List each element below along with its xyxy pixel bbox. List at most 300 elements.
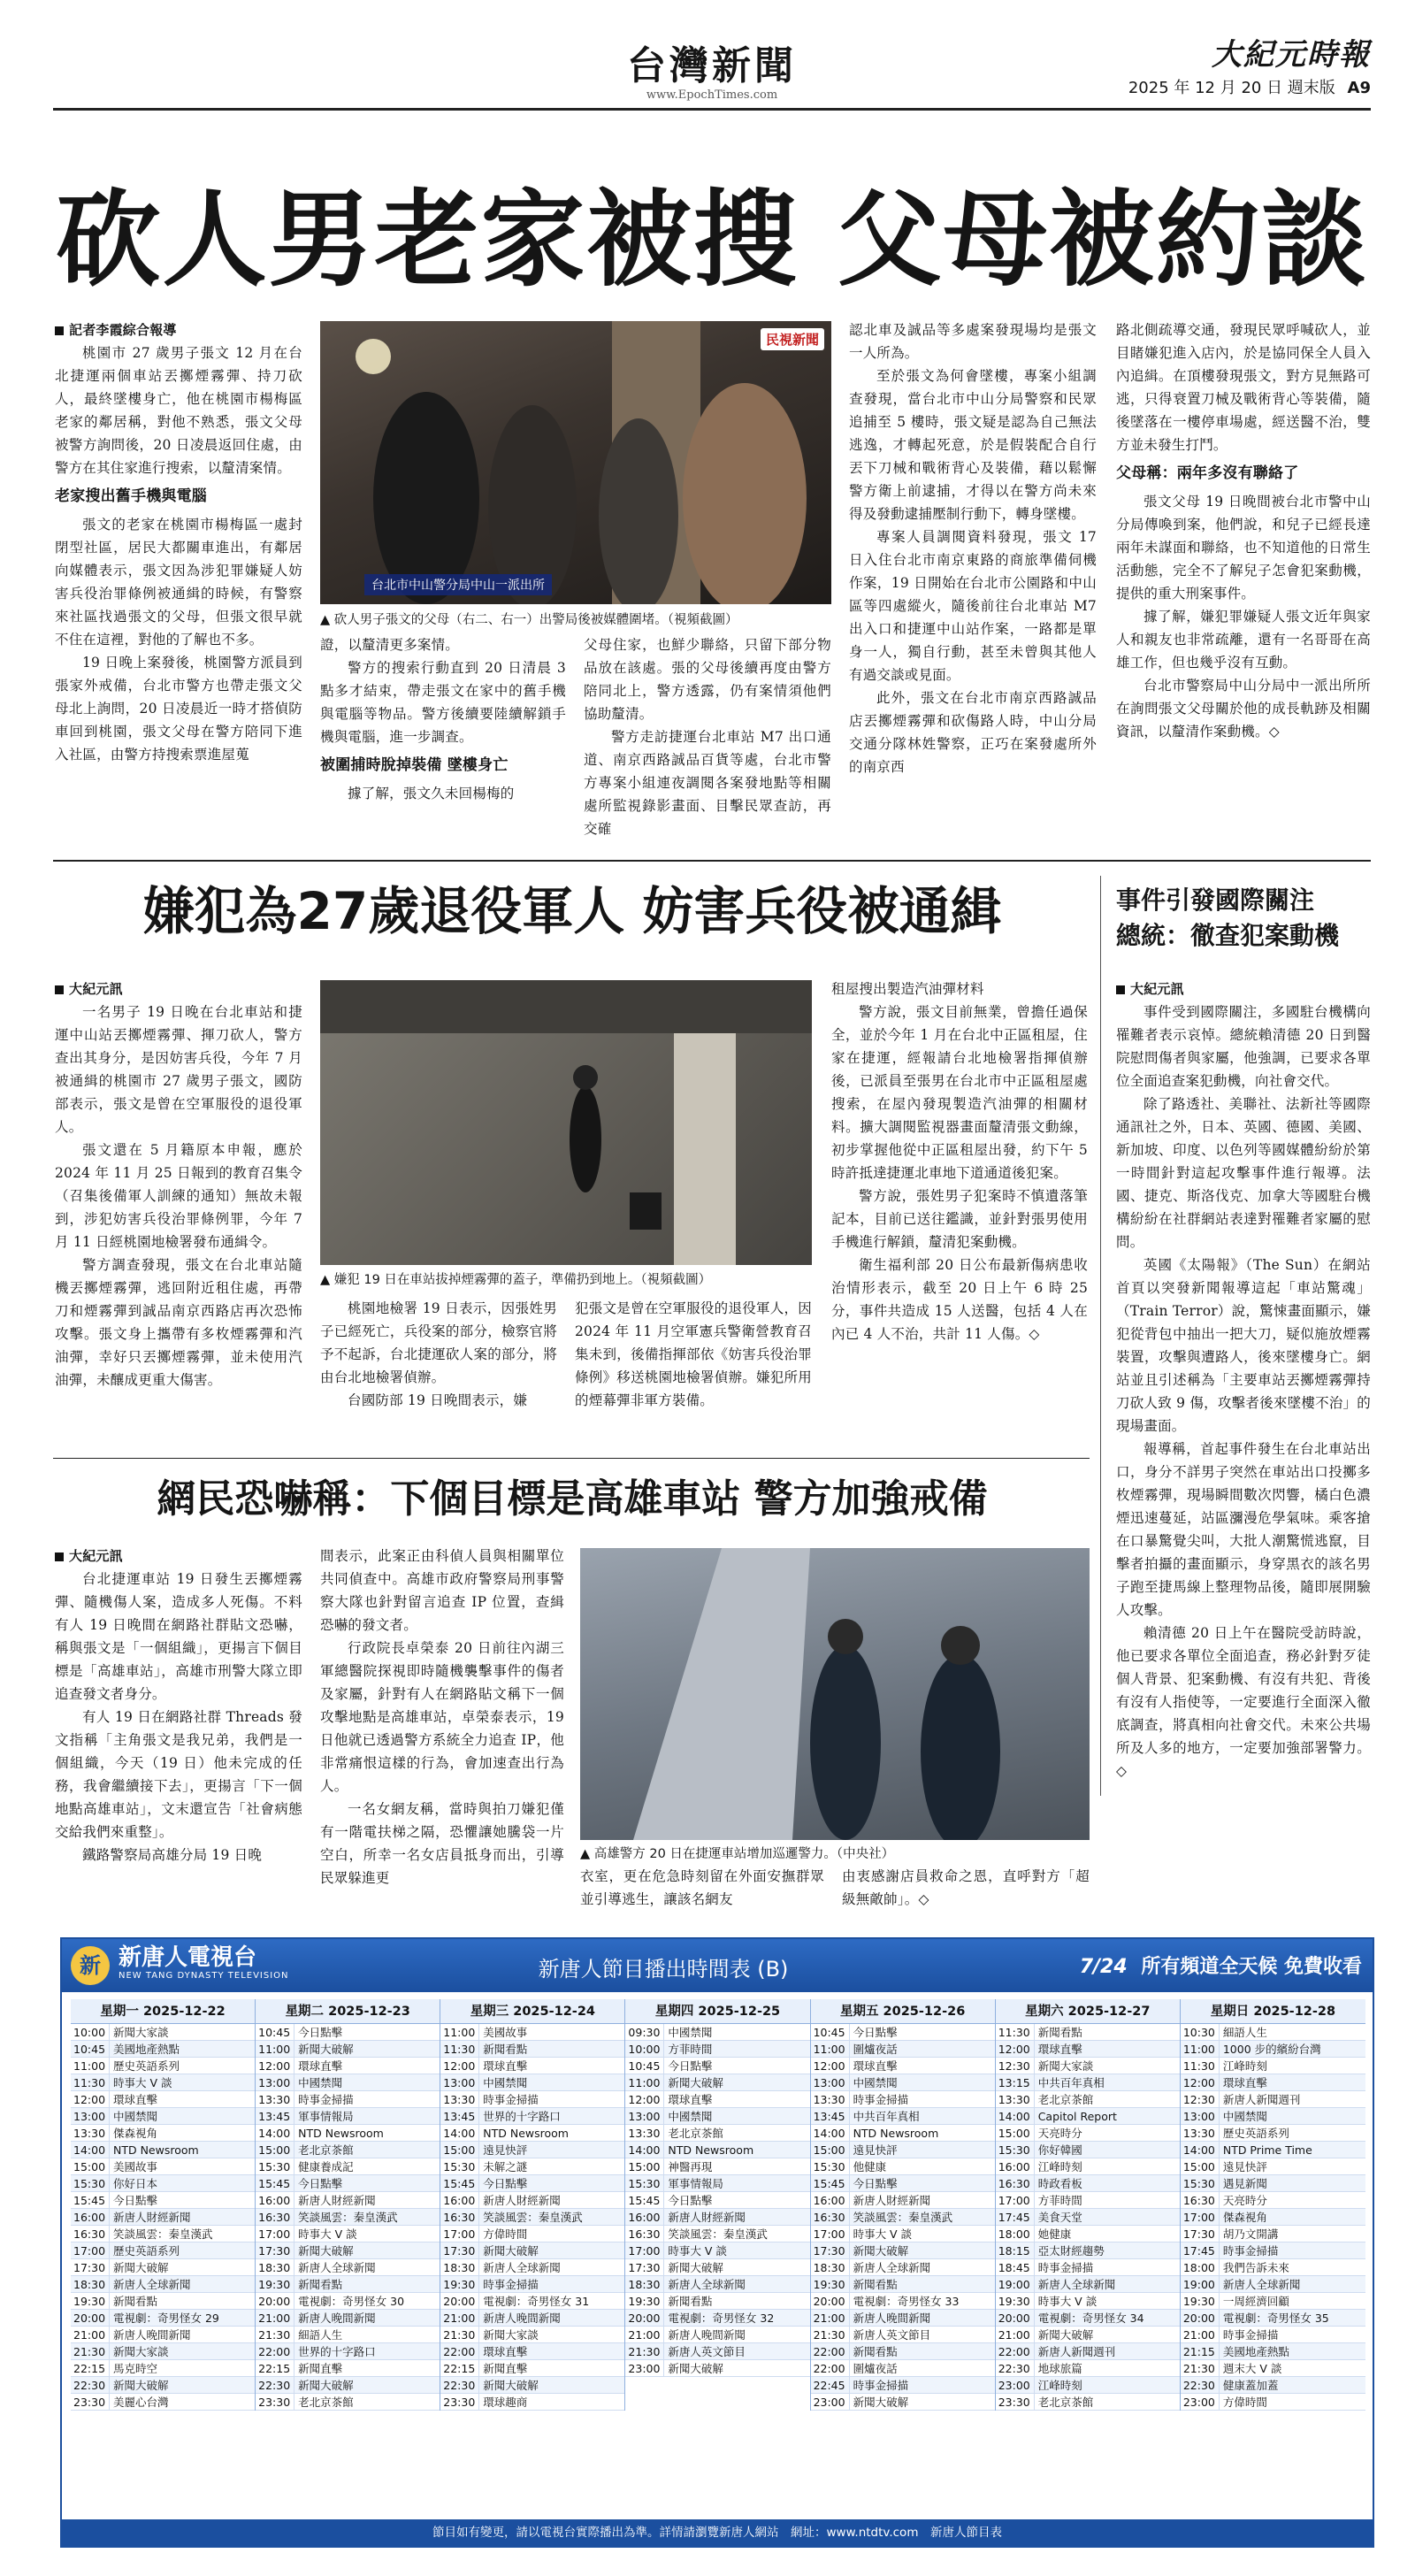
police-officer (921, 1654, 1000, 1840)
tv-slot-program: 時事金掃描 (1037, 2261, 1094, 2274)
story1-para: 警方走訪捷運台北車站 M7 出口通道、南京西路誠品百貨等處，台北市警方專案小組連夜調閱各案發地點等相關處所監視錄影畫面、目擊民眾查訪，再交確 (584, 729, 831, 837)
tv-slot-time: 21:30 (625, 2343, 664, 2359)
tv-slot-program: 時事金掃描 (1222, 2244, 1279, 2258)
tv-slot-program: 今日點擊 (853, 2177, 898, 2190)
sidebar-headline-line1: 事件引發國際關注 (1116, 886, 1315, 915)
tv-slot-program: 電視劇：奇男怪女 29 (113, 2312, 219, 2325)
tv-slot-time: 14:00 (996, 2108, 1035, 2124)
tv-slot-time: 15:00 (256, 2142, 294, 2158)
tv-slot-time: 20:00 (440, 2293, 479, 2309)
ntd-logo-en: NEW TANG DYNASTY TELEVISION (119, 1971, 289, 1981)
tv-slot-time: 17:45 (996, 2209, 1035, 2225)
tv-slot-time: 18:30 (440, 2259, 479, 2275)
crowd-illustration (320, 321, 831, 604)
tv-slot (440, 2024, 624, 2041)
story2-photo (320, 980, 812, 1265)
tv-slot-time: 17:00 (625, 2242, 664, 2258)
tv-slot (256, 2310, 440, 2327)
story1-para: 父母住家，也鮮少聯絡，只留下部分物品放在該處。張的父母後續再度由警方陪同北上，警方透露，仍有案情須他們協助釐清。 (584, 637, 831, 722)
tv-slot-program: 時事大 V 談 (1037, 2295, 1098, 2308)
tv-slot-time: 11:30 (440, 2041, 479, 2057)
tv-slot (625, 2259, 809, 2276)
tv-day-header: 星期四 2025-12-25 (625, 1999, 809, 2024)
tv-slot-program: 美麗心台灣 (113, 2396, 169, 2409)
tv-slot (625, 2276, 809, 2293)
tv-slot-program: 新唐人財經新聞 (483, 2194, 561, 2207)
police-officer (810, 1645, 881, 1840)
tv-slot-program: 中國禁聞 (483, 2076, 528, 2089)
tv-slot-program: 新聞大破解 (113, 2379, 169, 2392)
escalator (633, 1548, 810, 1840)
tv-slot (625, 2310, 809, 2327)
tv-slot-time: 15:45 (256, 2175, 294, 2191)
light-glare (356, 339, 391, 374)
tv-slot-program: 新唐人晚間新聞 (483, 2312, 561, 2325)
tv-slot-program: 遠見快評 (853, 2143, 898, 2157)
tv-slot (811, 2058, 995, 2074)
tv-slot-program: 世界的十字路口 (298, 2345, 376, 2358)
tv-slot-time: 17:00 (256, 2226, 294, 2242)
tv-slot-time: 11:30 (1181, 2058, 1220, 2074)
tv-slot (440, 2259, 624, 2276)
tv-slot-time: 16:30 (440, 2209, 479, 2225)
tv-slot-program: NTD Prime Time (1222, 2143, 1312, 2157)
tv-slot (71, 2327, 255, 2343)
tv-slot-time: 14:00 (71, 2142, 110, 2158)
tv-slot (256, 2377, 440, 2394)
tv-slot (1181, 2377, 1365, 2394)
tv-slot-program: 他健康 (853, 2160, 887, 2174)
story1-para: 警方的搜索行動直到 20 日清晨 3 點多才結束，帶走張文在家中的舊手機與電腦等物品。警方後續要陸續解鎖手機與電腦，進一步調查。 (320, 660, 566, 745)
tv-slot (1181, 2192, 1365, 2209)
section-title: 台灣新聞 (627, 43, 797, 88)
tv-slot (71, 2293, 255, 2310)
tv-slot-program: NTD Newsroom (298, 2127, 384, 2140)
tv-slot-program: 中國禁聞 (298, 2076, 343, 2089)
tv-slot-program: 週末大 V 談 (1222, 2362, 1282, 2375)
tv-slot-program: 圍爐夜話 (853, 2362, 898, 2375)
tv-slot (440, 2226, 624, 2242)
tv-slot-time: 16:30 (256, 2209, 294, 2225)
ntd-logo (71, 1944, 301, 1987)
tv-slot-program: 歷史英語系列 (113, 2059, 180, 2073)
tv-slot (71, 2343, 255, 2360)
tv-slot-program: 新唐人財經新聞 (668, 2211, 746, 2224)
tv-slot (256, 2276, 440, 2293)
tv-slot-time: 10:00 (71, 2024, 110, 2040)
tv-slot-program: 健康養成記 (298, 2160, 354, 2174)
tv-slot-time: 15:30 (625, 2175, 664, 2191)
tv-slot (256, 2142, 440, 2158)
tv-slot-time: 22:00 (256, 2343, 294, 2359)
tv-slot (256, 2192, 440, 2209)
tv-slot-time: 22:30 (71, 2377, 110, 2393)
tv-slot (1181, 2259, 1365, 2276)
tv-slot-time: 18:30 (71, 2276, 110, 2292)
tv-slot-time: 17:30 (625, 2259, 664, 2275)
tv-slot-time: 15:00 (996, 2125, 1035, 2141)
tv-slot-program: 未解之謎 (483, 2160, 528, 2174)
story3-para: 行政院長卓榮泰 20 日前往內湖三軍總醫院探視即時隨機襲擊事件的傷者及家屬，針對有人在網路貼文稱下一個攻擊地點是高雄車站，卓榮泰表示，19 日他就已透過警方系統全力追查 IP，他非常痛恨這樣的行為，會加速查出行為人。 (320, 1640, 564, 1794)
tv-slot-time: 15:30 (71, 2175, 110, 2191)
tv-slot (996, 2343, 1180, 2360)
tv-slot-program: 今日點擊 (113, 2194, 158, 2207)
tv-slot (440, 2293, 624, 2310)
tv-slot-program: 新唐人全球新聞 (668, 2278, 746, 2291)
page-number: A9 (1347, 79, 1371, 97)
tv-slot (996, 2108, 1180, 2125)
sidebar-headline (1116, 883, 1371, 954)
tv-day-column (71, 1999, 256, 2411)
tv-slot-program: 美國地產熱點 (113, 2043, 180, 2056)
story1-byline: 記者李霞綜合報導 (55, 318, 302, 341)
tv-schedule-header (62, 1939, 1373, 1992)
tv-slot-program: 老北京茶館 (1037, 2093, 1094, 2106)
tv-slot-time: 22:30 (996, 2360, 1035, 2376)
tv-slot (625, 2024, 809, 2041)
tv-slot (256, 2259, 440, 2276)
tv-slot-time: 21:15 (1181, 2343, 1220, 2359)
issue-date (1044, 75, 1371, 98)
tv-slot-program: 歷史英語系列 (1222, 2127, 1289, 2140)
tv-slot-program: 時事大 V 談 (668, 2244, 727, 2258)
tv-slot (71, 2192, 255, 2209)
tv-slot-time: 16:30 (811, 2209, 850, 2225)
tv-slot (625, 2175, 809, 2192)
tv-slot-program: 新唐人英文節目 (668, 2345, 746, 2358)
tv-slot (625, 2058, 809, 2074)
tv-slot-time: 14:00 (625, 2142, 664, 2158)
tv-slot-program: 環球直擊 (113, 2093, 158, 2106)
tv-slot-time: 10:45 (71, 2041, 110, 2057)
story2-photo-caption: ▲ 嫌犯 19 日在車站拔掉煙霧彈的蓋子，準備扔到地上。（視頻截圖） (320, 1273, 712, 1287)
tv-slot-program: 新聞大破解 (113, 2261, 169, 2274)
tv-slot-time: 17:00 (1181, 2209, 1220, 2225)
tv-slot-program: 新聞大家談 (1037, 2059, 1094, 2073)
tv-day-column (625, 1999, 810, 2411)
tv-slot-program: 軍事情報局 (668, 2177, 723, 2190)
tv-slot-program: 新唐人財經新聞 (853, 2194, 931, 2207)
tv-slot-program: 時事金掃描 (298, 2093, 354, 2106)
tv-slot-time: 13:15 (996, 2074, 1035, 2090)
tv-slot-time: 16:30 (1181, 2192, 1220, 2208)
story2-para: 張文還在 5 月籍原本申報，應於 2024 年 11 月 25 日報到的教育召集令（召集後備軍人訓練的通知）無故未報到，涉犯妨害兵役治罪條例罪，今年 7 月 11 日經桃園地檢署發布通緝令。 (55, 1142, 302, 1250)
sidebar-body (1116, 978, 1371, 1906)
tv-slot-time: 15:30 (1181, 2175, 1220, 2191)
story1-photo-caption: ▲ 砍人男子張文的父母（右二、右一）出警局後被媒體圍堵。（視頻截圖） (320, 613, 738, 627)
tv-slot-time: 23:00 (811, 2394, 850, 2410)
page-header (53, 27, 1371, 159)
tv-slot-program: 電視劇：奇男怪女 34 (1037, 2312, 1144, 2325)
tv-slot-program: 笑談風雲：秦皇漢武 (298, 2211, 398, 2224)
tv-slot-time: 12:00 (440, 2058, 479, 2074)
tv-slot-time: 22:00 (811, 2360, 850, 2376)
tv-slot-program: 新聞大家談 (113, 2345, 169, 2358)
tv-slot (1181, 2209, 1365, 2226)
station-illustration (320, 980, 812, 1265)
story2-headline: 嫌犯為27歲退役軍人 妨害兵役被通緝 (142, 881, 1002, 941)
tv-slot (625, 2142, 809, 2158)
tv-slot (71, 2394, 255, 2411)
tv-slot-program: 新唐人晚間新聞 (853, 2312, 931, 2325)
tv-slot-time: 10:45 (811, 2024, 850, 2040)
tv-slot (811, 2226, 995, 2242)
tv-slot-program: 今日點擊 (483, 2177, 528, 2190)
tv-slot-time: 12:00 (625, 2091, 664, 2107)
story1-para: 張文的老家在桃園市楊梅區一處封閉型社區，居民大都關車進出，有鄰居向媒體表示，張文因為涉犯罪嫌疑人妨害兵役治罪條例被通緝的時候，有警察來社區找過張文的父母，但張文很早就不住在這裡，對他的了解也不多。 (55, 517, 302, 648)
tv-slot-time: 21:00 (811, 2310, 850, 2326)
tv-slot-time: 16:00 (256, 2192, 294, 2208)
tv-slot-program: 環球直擊 (853, 2059, 898, 2073)
tv-slot-time: 13:00 (256, 2074, 294, 2090)
tv-day-header: 星期六 2025-12-27 (996, 1999, 1180, 2024)
sidebar-para: 賴清德 20 日上午在醫院受訪時說，他已要求各單位全面追查，務必針對歹徒個人背景、犯案動機、有沒有共犯、背後有沒有人指使等，一定要進行全面深入徹底調查，將真相向社會交代。未來公共場所及人多的地方，一定要加強部署警力。◇ (1116, 1625, 1371, 1779)
tv-slot-time: 15:00 (811, 2142, 850, 2158)
story1-para: 據了解，嫌犯罪嫌疑人張文近年與家人和親友也非常疏離，還有一名哥哥在高雄工作，但也幾乎沒有互動。 (1116, 609, 1371, 671)
story1-para: 認北車及誠品等多處案發現場均是張文一人所為。 (849, 322, 1097, 361)
tv-slot-program: 新唐人全球新聞 (298, 2261, 376, 2274)
tv-slot-time: 10:00 (625, 2041, 664, 2057)
tv-slot-time: 16:30 (71, 2226, 110, 2242)
tv-slot-program: 遠見快評 (483, 2143, 528, 2157)
tv-slot (1181, 2394, 1365, 2411)
tv-slot (996, 2310, 1180, 2327)
tv-slot-time: 17:30 (71, 2259, 110, 2275)
tv-slot-time: 14:00 (1181, 2142, 1220, 2158)
tv-slot-time: 21:00 (71, 2327, 110, 2342)
tv-slot-time: 13:30 (256, 2091, 294, 2107)
tv-slot (71, 2125, 255, 2142)
tv-slot-time: 10:45 (625, 2058, 664, 2074)
tv-day-column (256, 1999, 440, 2411)
tv-day-column (440, 1999, 625, 2411)
tv-slot (256, 2293, 440, 2310)
police-illustration (580, 1548, 1090, 1840)
story1-headline: 砍人男老家被搜 父母被約談 (56, 178, 1368, 301)
story3-para: 鐵路警察局高雄分局 19 日晚 (82, 1847, 263, 1863)
tv-slot-time: 17:30 (256, 2242, 294, 2258)
tv-slot-program: 電視劇：奇男怪女 33 (853, 2295, 960, 2308)
tv-slot-time: 22:00 (440, 2343, 479, 2359)
tv-slot (440, 2091, 624, 2108)
tv-slot-time: 12:30 (1181, 2091, 1220, 2107)
tv-slot (996, 2125, 1180, 2142)
tv-slot (1181, 2108, 1365, 2125)
tv-slot-program: 老北京茶館 (298, 2143, 354, 2157)
story3-photo (580, 1548, 1090, 1840)
tv-slot-program: 新聞大破解 (853, 2244, 909, 2258)
tv-slot (440, 2058, 624, 2074)
tv-slot (811, 2041, 995, 2058)
tv-schedule-title: 新唐人節目播出時間表 (B) (538, 1957, 789, 1982)
tv-slot-time: 19:30 (811, 2276, 850, 2292)
tv-slot-program: 中國禁聞 (113, 2110, 158, 2123)
tv-day-column (996, 1999, 1181, 2411)
tv-slot (996, 2192, 1180, 2209)
tv-slot (625, 2343, 809, 2360)
tv-slot (71, 2175, 255, 2192)
tv-slot-program: 新唐人全球新聞 (1222, 2278, 1301, 2291)
tv-slot-program: 時事金掃描 (1222, 2328, 1279, 2342)
tv-slot (996, 2293, 1180, 2310)
tv-slot-program: 新聞大家談 (483, 2328, 539, 2342)
tv-slot-program: 江峰時刻 (1037, 2160, 1082, 2174)
tv-slot-program: 江峰時刻 (1037, 2379, 1082, 2392)
tv-slot-program: 新唐人全球新聞 (1037, 2278, 1116, 2291)
story1-photo (320, 321, 831, 604)
tv-slot-time: 15:30 (811, 2158, 850, 2174)
tv-slot-time: 13:30 (1181, 2125, 1220, 2141)
tv-slot (625, 2158, 809, 2175)
tv-slot-program: 笑談風雲：秦皇漢武 (853, 2211, 953, 2224)
tv-slot-time: 22:15 (71, 2360, 110, 2376)
tv-slot (811, 2091, 995, 2108)
sidebar-para: 事件受到國際關注，多國駐台機構向罹難者表示哀悼。總統賴清德 20 日到醫院慰問傷者與家屬，他強調，已要求各單位全面追查案犯動機，向社會交代。 (1116, 1004, 1371, 1089)
tv-slot (440, 2175, 624, 2192)
tv-slot-time: 17:30 (440, 2242, 479, 2258)
tv-slot-time: 15:30 (996, 2142, 1035, 2158)
tv-slot-program: 新聞大家談 (113, 2026, 169, 2039)
story2-subhead: 租屋搜出製造汽油彈材料 (831, 981, 984, 997)
tv-slot (440, 2142, 624, 2158)
tv-slot-program: 歷史英語系列 (113, 2244, 180, 2258)
tv-slot-time: 19:30 (440, 2276, 479, 2292)
story2-col2 (320, 1297, 557, 1448)
tv-slot-program: 你好韓國 (1037, 2143, 1082, 2157)
tv-slot-time: 21:00 (996, 2327, 1035, 2342)
tv-slot (256, 2024, 440, 2041)
tv-slot (440, 2125, 624, 2142)
tv-slot-time: 22:00 (996, 2343, 1035, 2359)
tv-slot (71, 2158, 255, 2175)
tv-day-header: 星期日 2025-12-28 (1181, 1999, 1365, 2024)
issue-date-text: 2025 年 12 月 20 日 週末版 (1128, 79, 1335, 97)
tv-slot-time: 15:00 (625, 2158, 664, 2174)
tv-slot (996, 2259, 1180, 2276)
tv-slot-program: 新聞看點 (298, 2278, 343, 2291)
story1-col5 (1116, 318, 1371, 847)
story1-subhead: 被圍捕時脫掉裝備 墜樓身亡 (320, 756, 509, 774)
tv-slot-time: 11:00 (1181, 2041, 1220, 2057)
tv-slot (811, 2310, 995, 2327)
tv-slot (1181, 2276, 1365, 2293)
tv-slot (71, 2360, 255, 2377)
tv-promo-date: 7/24 (1079, 1956, 1128, 1978)
tv-slot (71, 2242, 255, 2259)
tv-slot (811, 2209, 995, 2226)
tv-day-header: 星期三 2025-12-24 (440, 1999, 624, 2024)
tv-slot-time: 19:30 (71, 2293, 110, 2309)
tv-promo-text: 所有頻道全天候 免費收看 (1141, 1956, 1362, 1978)
tv-slot (625, 2074, 809, 2091)
tv-slot-program: 今日點擊 (298, 2026, 343, 2039)
tv-day-header: 星期二 2025-12-23 (256, 1999, 440, 2024)
tv-slot (256, 2175, 440, 2192)
tv-slot-program: 新唐人晚間新聞 (113, 2328, 191, 2342)
tv-slot-time: 19:30 (1181, 2293, 1220, 2309)
tv-slot-program: 美食天堂 (1037, 2211, 1082, 2224)
tv-slot-program: 新唐人全球新聞 (853, 2261, 931, 2274)
story3-para: 間表示，此案正由科偵人員與相關單位共同偵查中。高雄市政府警察局刑事警察大隊也針對留言追查 IP 位置，查緝恐嚇的發文者。 (320, 1548, 564, 1633)
ntd-logo-cn: 新唐人電視台 (119, 1944, 257, 1971)
tv-slot-program: 方偉時間 (483, 2227, 528, 2241)
tv-slot (996, 2091, 1180, 2108)
tv-slot-program: 新聞大破解 (298, 2043, 354, 2056)
story1-para: 19 日晚上案發後，桃園警方派員到張家外戒備，台北市警方也帶走張文父母北上詢問，20 日凌晨近一時才搭偵防車回到桃園，張文父母在警方陪同下進入社區，由警方持搜索票進屋蒐 (55, 655, 302, 763)
tv-slot (71, 2091, 255, 2108)
tv-slot (256, 2394, 440, 2411)
tv-slot (256, 2327, 440, 2343)
tv-slot (256, 2360, 440, 2377)
tv-slot-time: 22:30 (1181, 2377, 1220, 2393)
story2-para: 警方說，張文目前無業，曾擔任過保全，並於今年 1 月在台北中正區租屋，住家在捷運，經報請台北地檢署指揮偵辦後，已派員至張男在台北市中正區租屋處搜索，在屋內發現製造汽油彈的相關材料。擴大調閱監視器畫面釐清張文動線，初步掌握他從中正區租屋出發，約下午 5 時許抵達捷運北車地下道通道後犯案。 (831, 1004, 1088, 1181)
tv-slot-program: 中國禁聞 (668, 2026, 713, 2039)
tv-slot-time: 19:30 (256, 2276, 294, 2292)
tv-slot (625, 2327, 809, 2343)
story1-col1 (55, 318, 302, 847)
tv-slot-program: 環球直擊 (668, 2093, 713, 2106)
tv-slot-time: 21:30 (256, 2327, 294, 2342)
photo-location-tag: 台北市中山警分局中山一派出所 (364, 574, 552, 595)
site-url: www.EpochTimes.com (646, 88, 778, 102)
tv-slot (625, 2226, 809, 2242)
story3-col2 (320, 1545, 564, 1911)
tv-slot-program: 老北京茶館 (298, 2396, 354, 2409)
tv-slot (256, 2058, 440, 2074)
tv-slot (1181, 2327, 1365, 2343)
tv-slot-time: 21:30 (1181, 2360, 1220, 2376)
tv-slot-time: 11:00 (625, 2074, 664, 2090)
story2-col1 (55, 978, 302, 1448)
tv-slot-time: 15:30 (440, 2158, 479, 2174)
tv-slot-program: 健康蓋加蓋 (1222, 2379, 1279, 2392)
tv-slot (811, 2259, 995, 2276)
tv-slot (256, 2343, 440, 2360)
tv-slot-program: 環球直擊 (1222, 2076, 1267, 2089)
tv-slot-program: 美國故事 (483, 2026, 528, 2039)
story1-para: 張文父母 19 日晚間被台北市警中山分局傳喚到案，他們說，和兒子已經長達兩年未謀面和聯絡，也不知道他的日常生活動態，完全不了解兒子怎會犯案動機，提供的重大刑案事件。 (1116, 494, 1371, 602)
ntd-logo-icon: 新 (71, 1946, 110, 1985)
tv-slot-program: 胡乃文開講 (1222, 2227, 1279, 2241)
tv-slot (440, 2310, 624, 2327)
tv-slot (1181, 2125, 1365, 2142)
tv-slot-time: 13:00 (811, 2074, 850, 2090)
tv-slot-time: 23:30 (71, 2394, 110, 2410)
tv-slot-program: 新聞大破解 (483, 2244, 539, 2258)
tv-slot (256, 2091, 440, 2108)
tv-slot-program: NTD Newsroom (113, 2143, 199, 2157)
tv-slot-program: 新聞看點 (668, 2295, 713, 2308)
tv-slot (996, 2209, 1180, 2226)
tv-slot (996, 2360, 1180, 2377)
sidebar-byline: 大紀元訊 (1116, 978, 1371, 1000)
tv-slot (256, 2108, 440, 2125)
tv-slot-program: 時事金掃描 (853, 2379, 909, 2392)
tv-slot (440, 2242, 624, 2259)
tv-slot (71, 2377, 255, 2394)
tv-slot-time: 11:30 (996, 2024, 1035, 2040)
tv-slot (71, 2142, 255, 2158)
tv-slot (440, 2074, 624, 2091)
story3-para: 有人 19 日在網路社群 Threads 發文指稱「主角張文是我兄弟，我們是一個組織，今天（19 日）他未完成的任務，我會繼續接下去」，更揚言「下一個地點高雄車站」，文末還宣告「社會病態交給我們來重整」。 (55, 1709, 302, 1840)
tv-slot-program: 傑森視角 (1222, 2211, 1267, 2224)
tv-slot-program: Capitol Report (1037, 2110, 1117, 2123)
story2-col3 (575, 1297, 812, 1448)
tv-slot (811, 2242, 995, 2259)
tv-slot-program: 新唐人全球新聞 (113, 2278, 191, 2291)
tv-slot-program: 今日點擊 (853, 2026, 898, 2039)
story3-byline: 大紀元訊 (55, 1545, 302, 1568)
